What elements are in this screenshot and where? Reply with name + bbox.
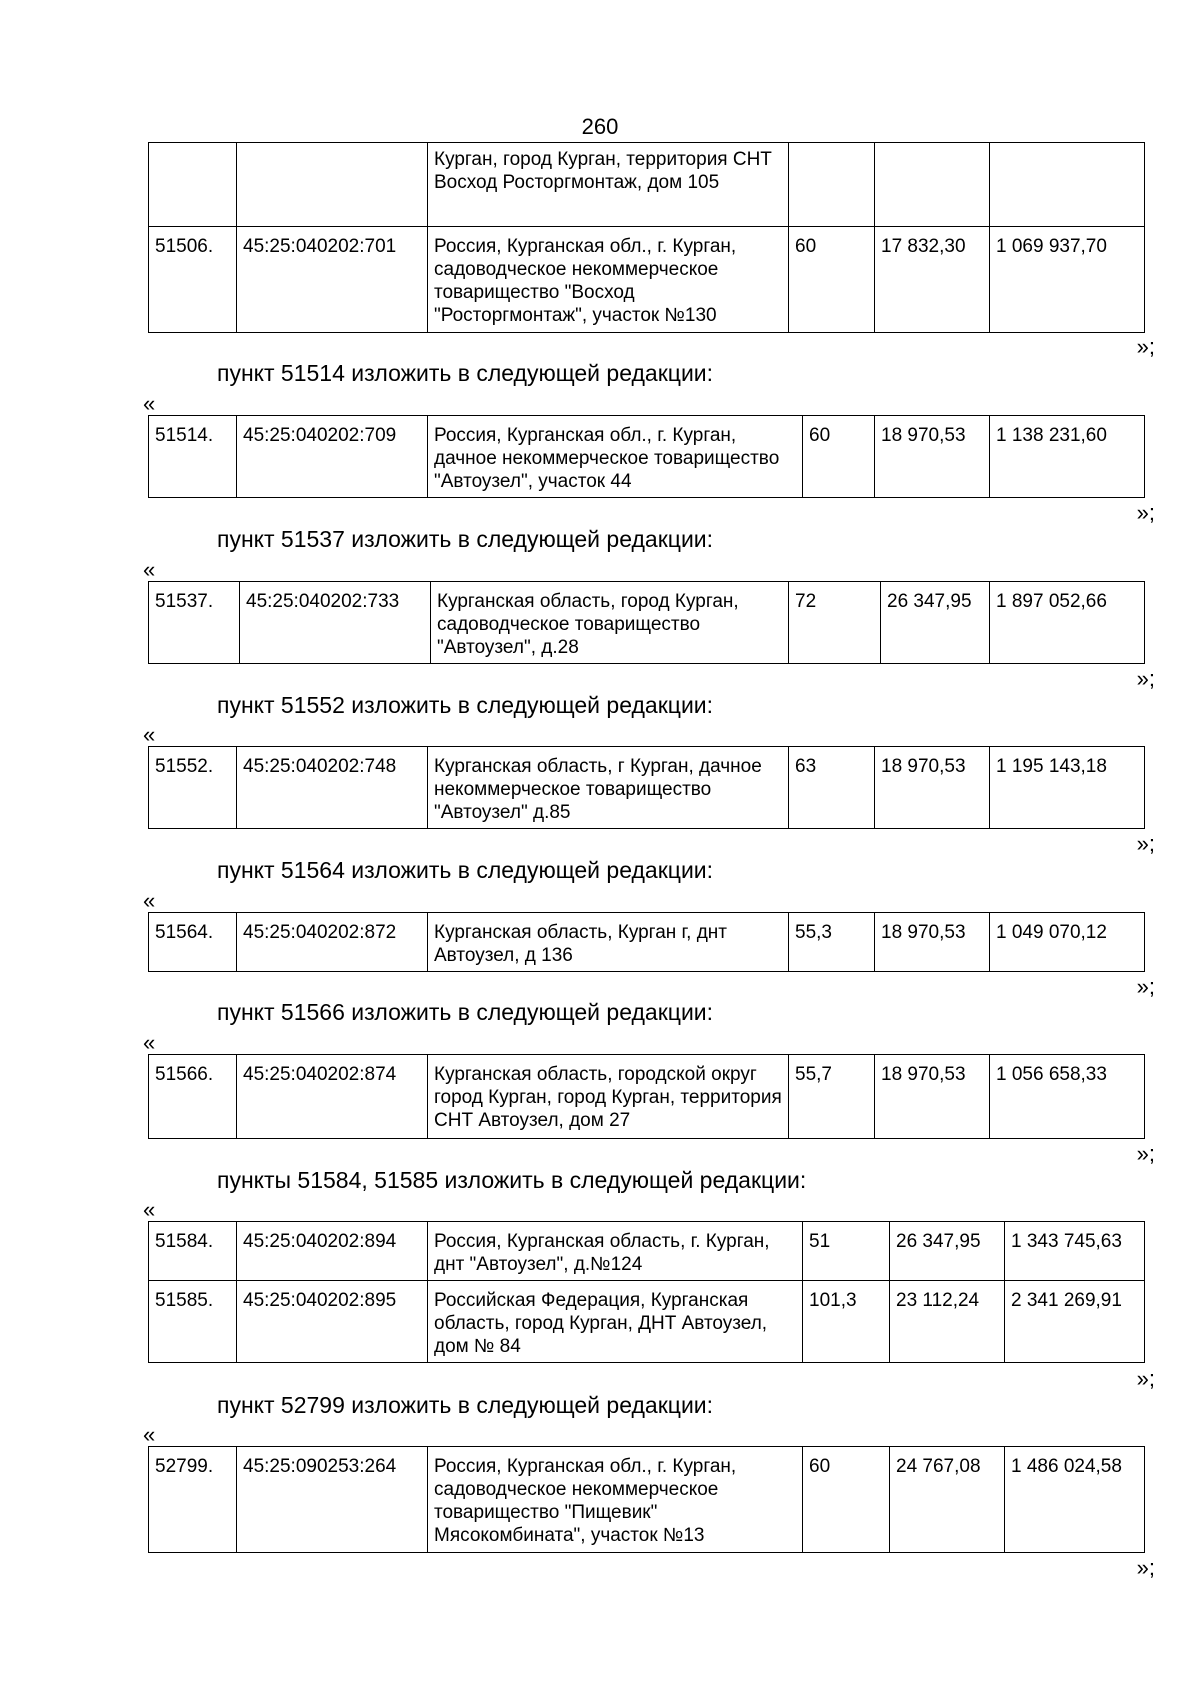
data-table	[148, 142, 1145, 333]
table-row	[149, 747, 1145, 829]
cell-address: Курганская область, городской округ город Курган, город Курган, территория СНТ Автоузел, дом 27	[428, 1055, 789, 1139]
cell-number: 51566.	[149, 1055, 237, 1139]
cell-number: 51552.	[149, 747, 237, 829]
cell-area: 72	[789, 582, 881, 664]
cell-number: 52799.	[149, 1447, 237, 1553]
cell-number	[149, 143, 237, 227]
cell-value: 1 195 143,18	[990, 747, 1145, 829]
open-quote: «	[143, 391, 156, 416]
table-row	[149, 1281, 1145, 1363]
close-quote: »;	[1136, 974, 1155, 999]
cell-rate: 24 767,08	[890, 1447, 1005, 1553]
open-quote: «	[143, 1422, 156, 1447]
open-quote: «	[143, 1197, 156, 1222]
section-heading: пункты 51584, 51585 изложить в следующей редакции:	[217, 1167, 807, 1193]
cell-cadastral: 45:25:040202:872	[237, 913, 428, 972]
section-heading: пункт 51552 изложить в следующей редакции:	[217, 692, 714, 718]
cell-cadastral	[237, 143, 428, 227]
data-table	[148, 581, 1145, 664]
data-table	[148, 1221, 1145, 1363]
data-table	[148, 415, 1145, 498]
table-row	[149, 1055, 1145, 1139]
cell-value: 1 897 052,66	[990, 582, 1145, 664]
cell-value: 1 138 231,60	[990, 416, 1145, 498]
cell-area: 63	[789, 747, 875, 829]
cell-value: 1 343 745,63	[1005, 1222, 1145, 1281]
data-table	[148, 1446, 1145, 1553]
cell-rate: 18 970,53	[875, 416, 990, 498]
close-quote: »;	[1136, 666, 1155, 691]
open-quote: «	[143, 888, 156, 913]
cell-rate: 18 970,53	[875, 1055, 990, 1139]
cell-cadastral: 45:25:040202:894	[237, 1222, 428, 1281]
close-quote: »;	[1136, 1555, 1155, 1580]
section-heading: пункт 51537 изложить в следующей редакции:	[217, 526, 714, 552]
cell-address: Россия, Курганская обл., г. Курган, садоводческое некоммерческое товарищество "Пищевик" Мясокомбината", участок №13	[428, 1447, 803, 1553]
cell-cadastral: 45:25:040202:748	[237, 747, 428, 829]
cell-rate: 26 347,95	[890, 1222, 1005, 1281]
cell-area: 60	[803, 1447, 890, 1553]
open-quote: «	[143, 1030, 156, 1055]
cell-value: 2 341 269,91	[1005, 1281, 1145, 1363]
cell-rate	[875, 143, 990, 227]
cell-area: 55,7	[789, 1055, 875, 1139]
cell-value: 1 069 937,70	[990, 227, 1145, 333]
cell-area: 60	[803, 416, 875, 498]
table-row	[149, 416, 1145, 498]
cell-area	[789, 143, 875, 227]
cell-area: 101,3	[803, 1281, 890, 1363]
cell-area: 60	[789, 227, 875, 333]
section-heading: пункт 51564 изложить в следующей редакции:	[217, 857, 714, 883]
close-quote: »;	[1136, 334, 1155, 359]
cell-value: 1 049 070,12	[990, 913, 1145, 972]
cell-number: 51537.	[149, 582, 240, 664]
cell-number: 51514.	[149, 416, 237, 498]
cell-rate: 17 832,30	[875, 227, 990, 333]
close-quote: »;	[1136, 1366, 1155, 1391]
data-table	[148, 746, 1145, 829]
table-row	[149, 582, 1145, 664]
table-row	[149, 1222, 1145, 1281]
data-table	[148, 1054, 1145, 1139]
cell-area: 55,3	[789, 913, 875, 972]
close-quote: »;	[1136, 831, 1155, 856]
cell-cadastral: 45:25:040202:895	[237, 1281, 428, 1363]
cell-address: Россия, Курганская обл., г. Курган, дачное некоммерческое товарищество "Автоузел", участок 44	[428, 416, 803, 498]
table-row	[149, 143, 1145, 227]
open-quote: «	[143, 722, 156, 747]
cell-rate: 26 347,95	[881, 582, 990, 664]
section-heading: пункт 51566 изложить в следующей редакции:	[217, 999, 714, 1025]
section-heading: пункт 51514 изложить в следующей редакции:	[217, 360, 714, 386]
cell-address: Курганская область, г Курган, дачное некоммерческое товарищество "Автоузел" д.85	[428, 747, 789, 829]
data-table	[148, 912, 1145, 972]
cell-area: 51	[803, 1222, 890, 1281]
cell-number: 51585.	[149, 1281, 237, 1363]
table-row	[149, 227, 1145, 333]
cell-value	[990, 143, 1145, 227]
section-heading: пункт 52799 изложить в следующей редакции:	[217, 1392, 714, 1418]
close-quote: »;	[1136, 1141, 1155, 1166]
table-row	[149, 1447, 1145, 1553]
cell-address: Курган, город Курган, территория СНТ Восход Росторгмонтаж, дом 105	[428, 143, 789, 227]
cell-cadastral: 45:25:040202:874	[237, 1055, 428, 1139]
cell-address: Россия, Курганская обл., г. Курган, садоводческое некоммерческое товарищество "Восход "Росторгмонтаж", участок №130	[428, 227, 789, 333]
open-quote: «	[143, 557, 156, 582]
cell-rate: 23 112,24	[890, 1281, 1005, 1363]
cell-address: Россия, Курганская область, г. Курган, днт "Автоузел", д.№124	[428, 1222, 803, 1281]
cell-number: 51584.	[149, 1222, 237, 1281]
cell-number: 51564.	[149, 913, 237, 972]
cell-cadastral: 45:25:090253:264	[237, 1447, 428, 1553]
cell-address: Российская Федерация, Курганская область, город Курган, ДНТ Автоузел, дом № 84	[428, 1281, 803, 1363]
cell-value: 1 486 024,58	[1005, 1447, 1145, 1553]
cell-cadastral: 45:25:040202:733	[240, 582, 431, 664]
cell-cadastral: 45:25:040202:709	[237, 416, 428, 498]
table-row	[149, 913, 1145, 972]
cell-rate: 18 970,53	[875, 747, 990, 829]
cell-number: 51506.	[149, 227, 237, 333]
page-number: 260	[581, 114, 619, 139]
cell-rate: 18 970,53	[875, 913, 990, 972]
close-quote: »;	[1136, 500, 1155, 525]
cell-address: Курганская область, город Курган, садоводческое товарищество "Автоузел", д.28	[431, 582, 789, 664]
cell-address: Курганская область, Курган г, днт Автоузел, д 136	[428, 913, 789, 972]
cell-cadastral: 45:25:040202:701	[237, 227, 428, 333]
cell-value: 1 056 658,33	[990, 1055, 1145, 1139]
